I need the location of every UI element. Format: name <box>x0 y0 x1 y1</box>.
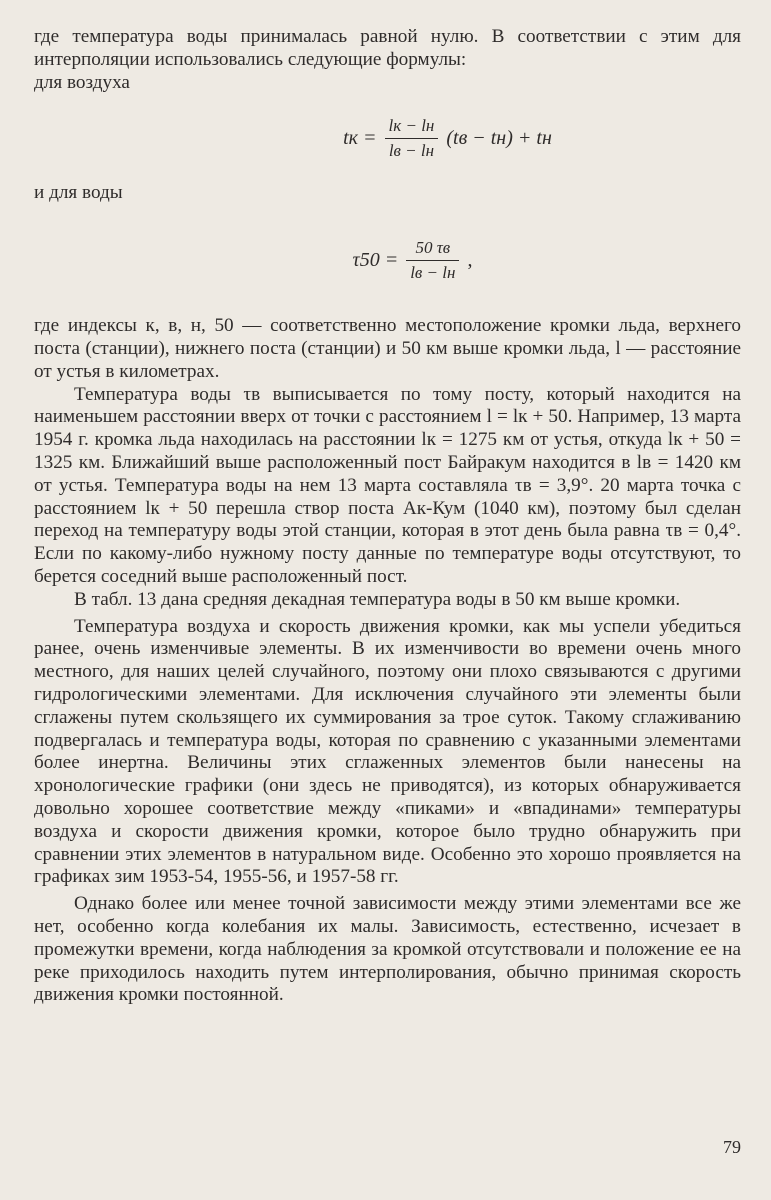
formula-water-fraction <box>406 238 459 283</box>
paragraph-table-reference: В табл. 13 дана средняя декадная температура воды в 50 км выше кромки. <box>74 588 681 610</box>
formula-air-numerator: lк − lн <box>388 115 435 135</box>
formula-air-fraction <box>385 116 439 161</box>
paragraph-dependence: Однако более или менее точной зависимости между этими элементами все же нет, особенно когда колебания их малы. Зависимость, естественно, исчезает в промежутки времени, когда наблюдения за кромкой отсутствовали и положение ее на реке приходилось находить путем интерполирования, обычно принимая скорость движения кромки постоянной. <box>34 893 741 1006</box>
paragraph-intro: где температура воды принималась равной нулю. В соответствии с этим для интерполяции использовались следующие формулы: <box>34 26 741 70</box>
paragraph-smoothing: Температура воздуха и скорость движения кромки, как мы успели убедиться ранее, очень изменчивые элементы. В их изменчивости во времени очень много местного, для наших целей случайного, поэтому они плохо связываются с другими гидрологическими элементами. Для исключения случайного эти элементы были сглажены путем скользящего их суммирования за трое суток. Такому сглаживанию подвергалась и температура воды, которая по сравнению с указанными элементами более инертна. Величины этих сглаженных элементов были нанесены на хронологические графики (они здесь не приводятся), из которых обнаруживается довольно хорошее соответствие между «пиками» и «впадинами» температуры воздуха и скорости движения кромки, которое было трудно обнаружить при сравнении этих элементов в натуральном виде. Особенно это хорошо проявляется на графиках зим 1953-54, 1955-56, и 1957-58 гг. <box>34 615 741 888</box>
formula-water-numerator: 50 τв <box>415 237 451 257</box>
formula-air-rhs: (tв − tн) + tн <box>446 126 552 149</box>
formula-water-tail: , <box>467 248 473 271</box>
paragraph-intro-tail: для воздуха <box>34 71 130 93</box>
paragraph-water-label: и для воды <box>34 182 123 204</box>
page-number: 79 <box>723 1137 741 1157</box>
formula-air-lhs: tк = <box>343 126 377 149</box>
formula-water-lhs: τ50 = <box>352 248 399 271</box>
formula-water-denominator: lв − lн <box>406 260 459 283</box>
formula-air <box>34 94 741 182</box>
paragraph-water-temperature: Температура воды τв выписывается по тому посту, который находится на наименьшем расстоянии вверх от точки с расстоянием l = lк + 50. Например, 13 марта 1954 г. кромка льда находилась на расстоянии lк = 1275 км от устья, откуда lк + 50 = 1325 км. Ближайший выше расположенный пост Байракум находится в lв = 1420 км от устья. Температура воды на нем 13 марта составляла τв = 3,9°. 20 марта точка с расстоянием lк + 50 перешла створ поста Ак-Кум (1040 км), поэтому был сделан переход на температуру воды этой станции, которая в этот день была равна τв = 0,4°. Если по какому-либо нужному посту данные по температуре воды отсутствуют, то берется соседний выше расположенный пост. <box>34 383 741 587</box>
formula-air-denominator: lв − lн <box>385 138 438 161</box>
paragraph-indices: где индексы к, в, н, 50 — соответственно местоположение кромки льда, верхнего поста (станции), нижнего поста (станции) и 50 км выше кромки льда, l — расстояние от устья в километрах. <box>34 315 741 382</box>
formula-water <box>34 205 741 315</box>
